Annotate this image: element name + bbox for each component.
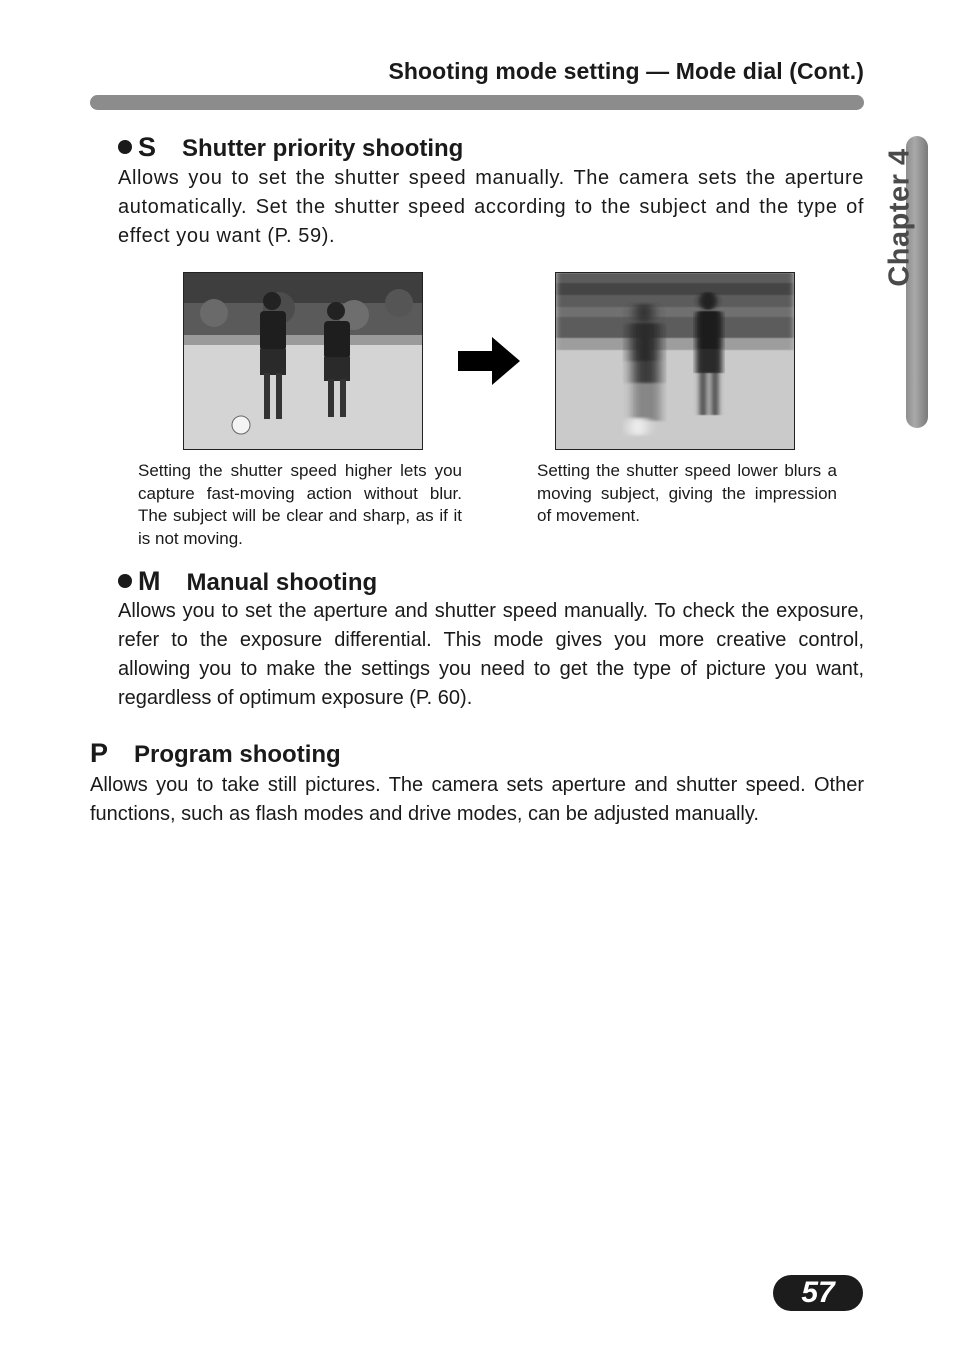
section-body-shutter: Allows you to set the shutter speed manually. The camera sets the aperture automatically. Set the shutter speed according to the subject and the type of effect you want (P. 59). [118, 167, 864, 247]
bullet-icon [118, 574, 132, 588]
section-title-shutter: Shutter priority shooting [182, 135, 464, 162]
section-heading-shutter [118, 132, 463, 163]
photo-slow-shutter [555, 272, 795, 450]
chapter-tab-label: Chapter 4 [883, 147, 916, 287]
mode-letter-m: M [138, 566, 161, 596]
caption-slow-shutter: Setting the shutter speed lower blurs a moving subject, giving the impression of movement. [537, 461, 837, 525]
header-rule [90, 95, 864, 110]
page-number: 57 [773, 1275, 863, 1311]
section-body-manual: Allows you to set the aperture and shutter speed manually. To check the exposure, refer to the exposure differential. This mode gives you more creative control, allowing you to make the settings you need to get the type of picture you want, regardless of optimum exposure (P. 60). [118, 600, 864, 709]
page-header-title: Shooting mode setting — Mode dial (Cont.) [388, 58, 864, 84]
section-title-program: Program shooting [134, 741, 341, 768]
section-title-manual: Manual shooting [186, 569, 378, 596]
bullet-icon [118, 140, 132, 154]
section-body-program: Allows you to take still pictures. The camera sets aperture and shutter speed. Other functions, such as flash modes and drive modes, can be adjusted manually. [90, 774, 864, 825]
caption-fast-shutter: Setting the shutter speed higher lets you capture fast-moving action without blur. The subject will be clear and sharp, as if it is not moving. [138, 461, 462, 548]
mode-letter-p: P [90, 738, 109, 768]
section-heading-manual [118, 566, 377, 597]
mode-letter-s: S [138, 132, 157, 162]
photo-fast-shutter [183, 272, 423, 450]
chapter-tab-label-wrap [880, 132, 920, 302]
section-heading-program [90, 738, 341, 769]
right-arrow-icon [458, 337, 520, 385]
